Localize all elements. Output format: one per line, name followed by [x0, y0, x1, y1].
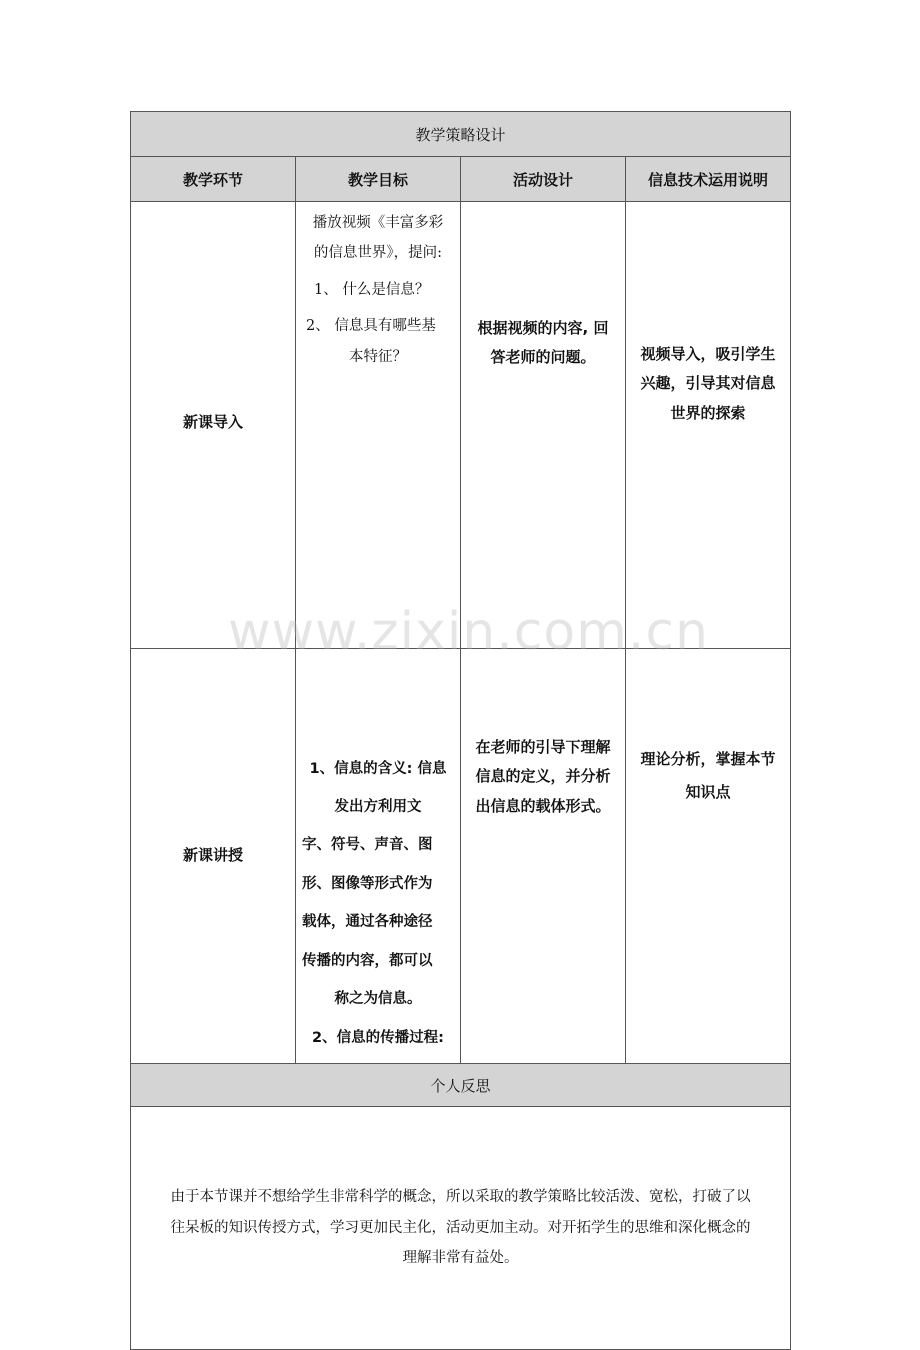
reflection-title: 个人反思 [131, 1064, 791, 1107]
goal-line: 1、信息的含义: 信息 [309, 760, 447, 777]
stage-cell: 新课讲授 [131, 649, 296, 1064]
reflection-line: 由于本节课并不想给学生非常科学的概念，所以采取的教学策略比较活泼、宽松，打破了以 [170, 1189, 751, 1206]
goal-line: 形、图像等形式作为 [302, 875, 433, 892]
header-goal: 教学目标 [296, 157, 461, 202]
activity-cell [461, 202, 626, 649]
goal-line: 2、 信息具有哪些基 [306, 318, 436, 335]
activity-line: 出信息的载体形式。 [475, 796, 611, 815]
goal-line: 1、 什么是信息？ [314, 281, 430, 298]
tech-line: 视频导入，吸引学生 [640, 345, 776, 363]
reflection-cell [131, 1107, 791, 1350]
goal-line: 载体，通过各种途径 [302, 914, 433, 931]
tech-cell [626, 202, 791, 649]
tech-line: 知识点 [685, 783, 731, 801]
header-activity: 活动设计 [461, 157, 626, 202]
table-row [131, 649, 791, 1064]
table-title: 教学策略设计 [131, 112, 791, 157]
goal-line: 称之为信息。 [334, 991, 422, 1008]
goal-line: 2、信息的传播过程: [312, 1029, 444, 1046]
goal-line: 字、符号、声音、图 [302, 837, 433, 854]
goal-cell [296, 649, 461, 1064]
tech-line: 理论分析，掌握本节 [640, 750, 776, 768]
goal-line: 传播的内容，都可以 [302, 952, 433, 969]
activity-line: 信息的定义，并分析 [475, 767, 611, 786]
activity-cell [461, 649, 626, 1064]
stage-cell: 新课导入 [131, 202, 296, 649]
activity-line: 在老师的引导下理解 [475, 738, 611, 756]
goal-line: 本特征？ [349, 348, 407, 365]
goal-cell [296, 202, 461, 649]
header-stage: 教学环节 [131, 157, 296, 202]
table-row [131, 202, 791, 649]
activity-line: 答老师的问题。 [490, 347, 596, 366]
header-tech: 信息技术运用说明 [626, 157, 791, 202]
tech-cell [626, 649, 791, 1064]
activity-line: 根据视频的内容, 回 [477, 319, 609, 337]
teaching-strategy-table [130, 111, 791, 1350]
tech-line: 兴趣，引导其对信息 [640, 374, 776, 393]
reflection-line: 理解非常有益处。 [402, 1250, 519, 1267]
tech-line: 世界的探索 [670, 403, 746, 422]
goal-line: 发出方利用文 [334, 799, 422, 816]
watermark: www.zixin.com.cn [228, 602, 709, 662]
goal-line: 播放视频《丰富多彩 [312, 215, 444, 231]
reflection-line: 往呆板的知识传授方式，学习更加民主化，活动更加主动。对开拓学生的思维和深化概念的 [170, 1219, 751, 1236]
goal-line: 的信息世界》，提问: [313, 245, 443, 262]
